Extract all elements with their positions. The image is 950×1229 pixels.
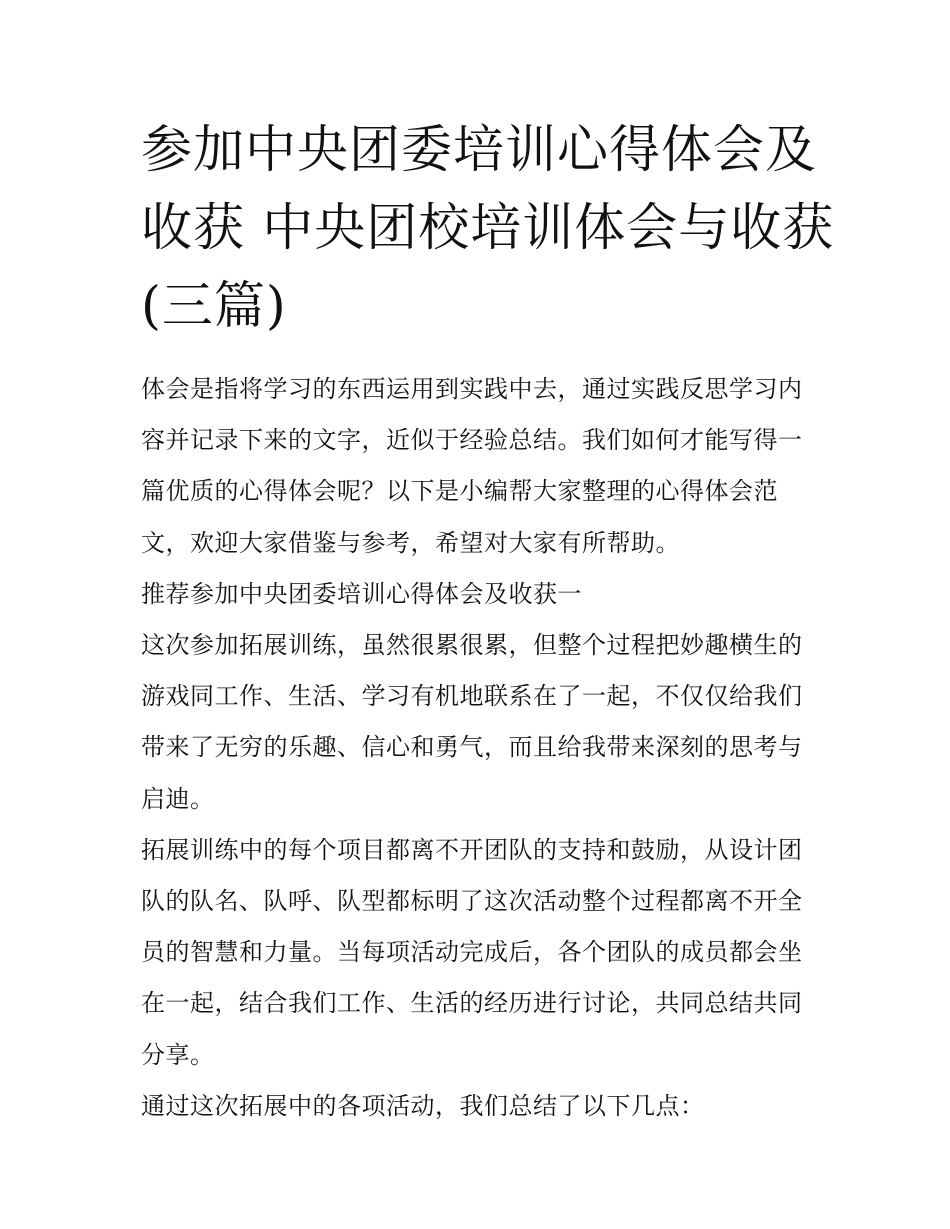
text-line: 游戏同工作、生活、学习有机地联系在了一起，不仅仅给我们 xyxy=(141,682,803,711)
text-line: 文，欢迎大家借鉴与参考，希望对大家有所帮助。 xyxy=(141,528,680,557)
body-paragraph xyxy=(141,1081,813,1132)
text-line: 这次参加拓展训练，虽然很累很累，但整个过程把妙趣横生的 xyxy=(141,631,803,660)
title-line: (三篇) xyxy=(141,277,287,336)
text-line: 推荐参加中央团委培训心得体会及收获一 xyxy=(141,579,582,608)
text-line: 在一起，结合我们工作、生活的经历进行讨论，共同总结共同 xyxy=(141,989,803,1018)
document-body xyxy=(141,112,835,1132)
text-line: 员的智慧和力量。当每项活动完成后，各个团队的成员都会坐 xyxy=(141,938,803,967)
body-paragraph xyxy=(141,620,813,825)
text-line: 分享。 xyxy=(141,1040,215,1069)
document-title xyxy=(141,112,835,346)
title-line: 收获 中央团校培训体会与收获 xyxy=(141,199,835,258)
body-paragraph xyxy=(141,825,813,1081)
text-line: 体会是指将学习的东西运用到实践中去，通过实践反思学习内 xyxy=(141,375,803,403)
title-line: 参加中央团委培训心得体会及 xyxy=(141,121,818,180)
text-line: 拓展训练中的每个项目都离不开团队的支持和鼓励，从设计团 xyxy=(141,835,803,864)
text-line: 篇优质的心得体会呢？以下是小编帮大家整理的心得体会范 xyxy=(141,477,778,506)
section-heading xyxy=(141,569,813,620)
text-line: 带来了无穷的乐趣、信心和勇气，而且给我带来深刻的思考与 xyxy=(141,733,803,762)
text-line: 通过这次拓展中的各项活动，我们总结了以下几点： xyxy=(141,1091,705,1120)
text-line: 启迪。 xyxy=(141,784,215,813)
intro-paragraph xyxy=(141,364,813,569)
text-line: 队的队名、队呼、队型都标明了这次活动整个过程都离不开全 xyxy=(141,887,803,916)
text-line: 容并记录下来的文字，近似于经验总结。我们如何才能写得一 xyxy=(141,426,803,455)
